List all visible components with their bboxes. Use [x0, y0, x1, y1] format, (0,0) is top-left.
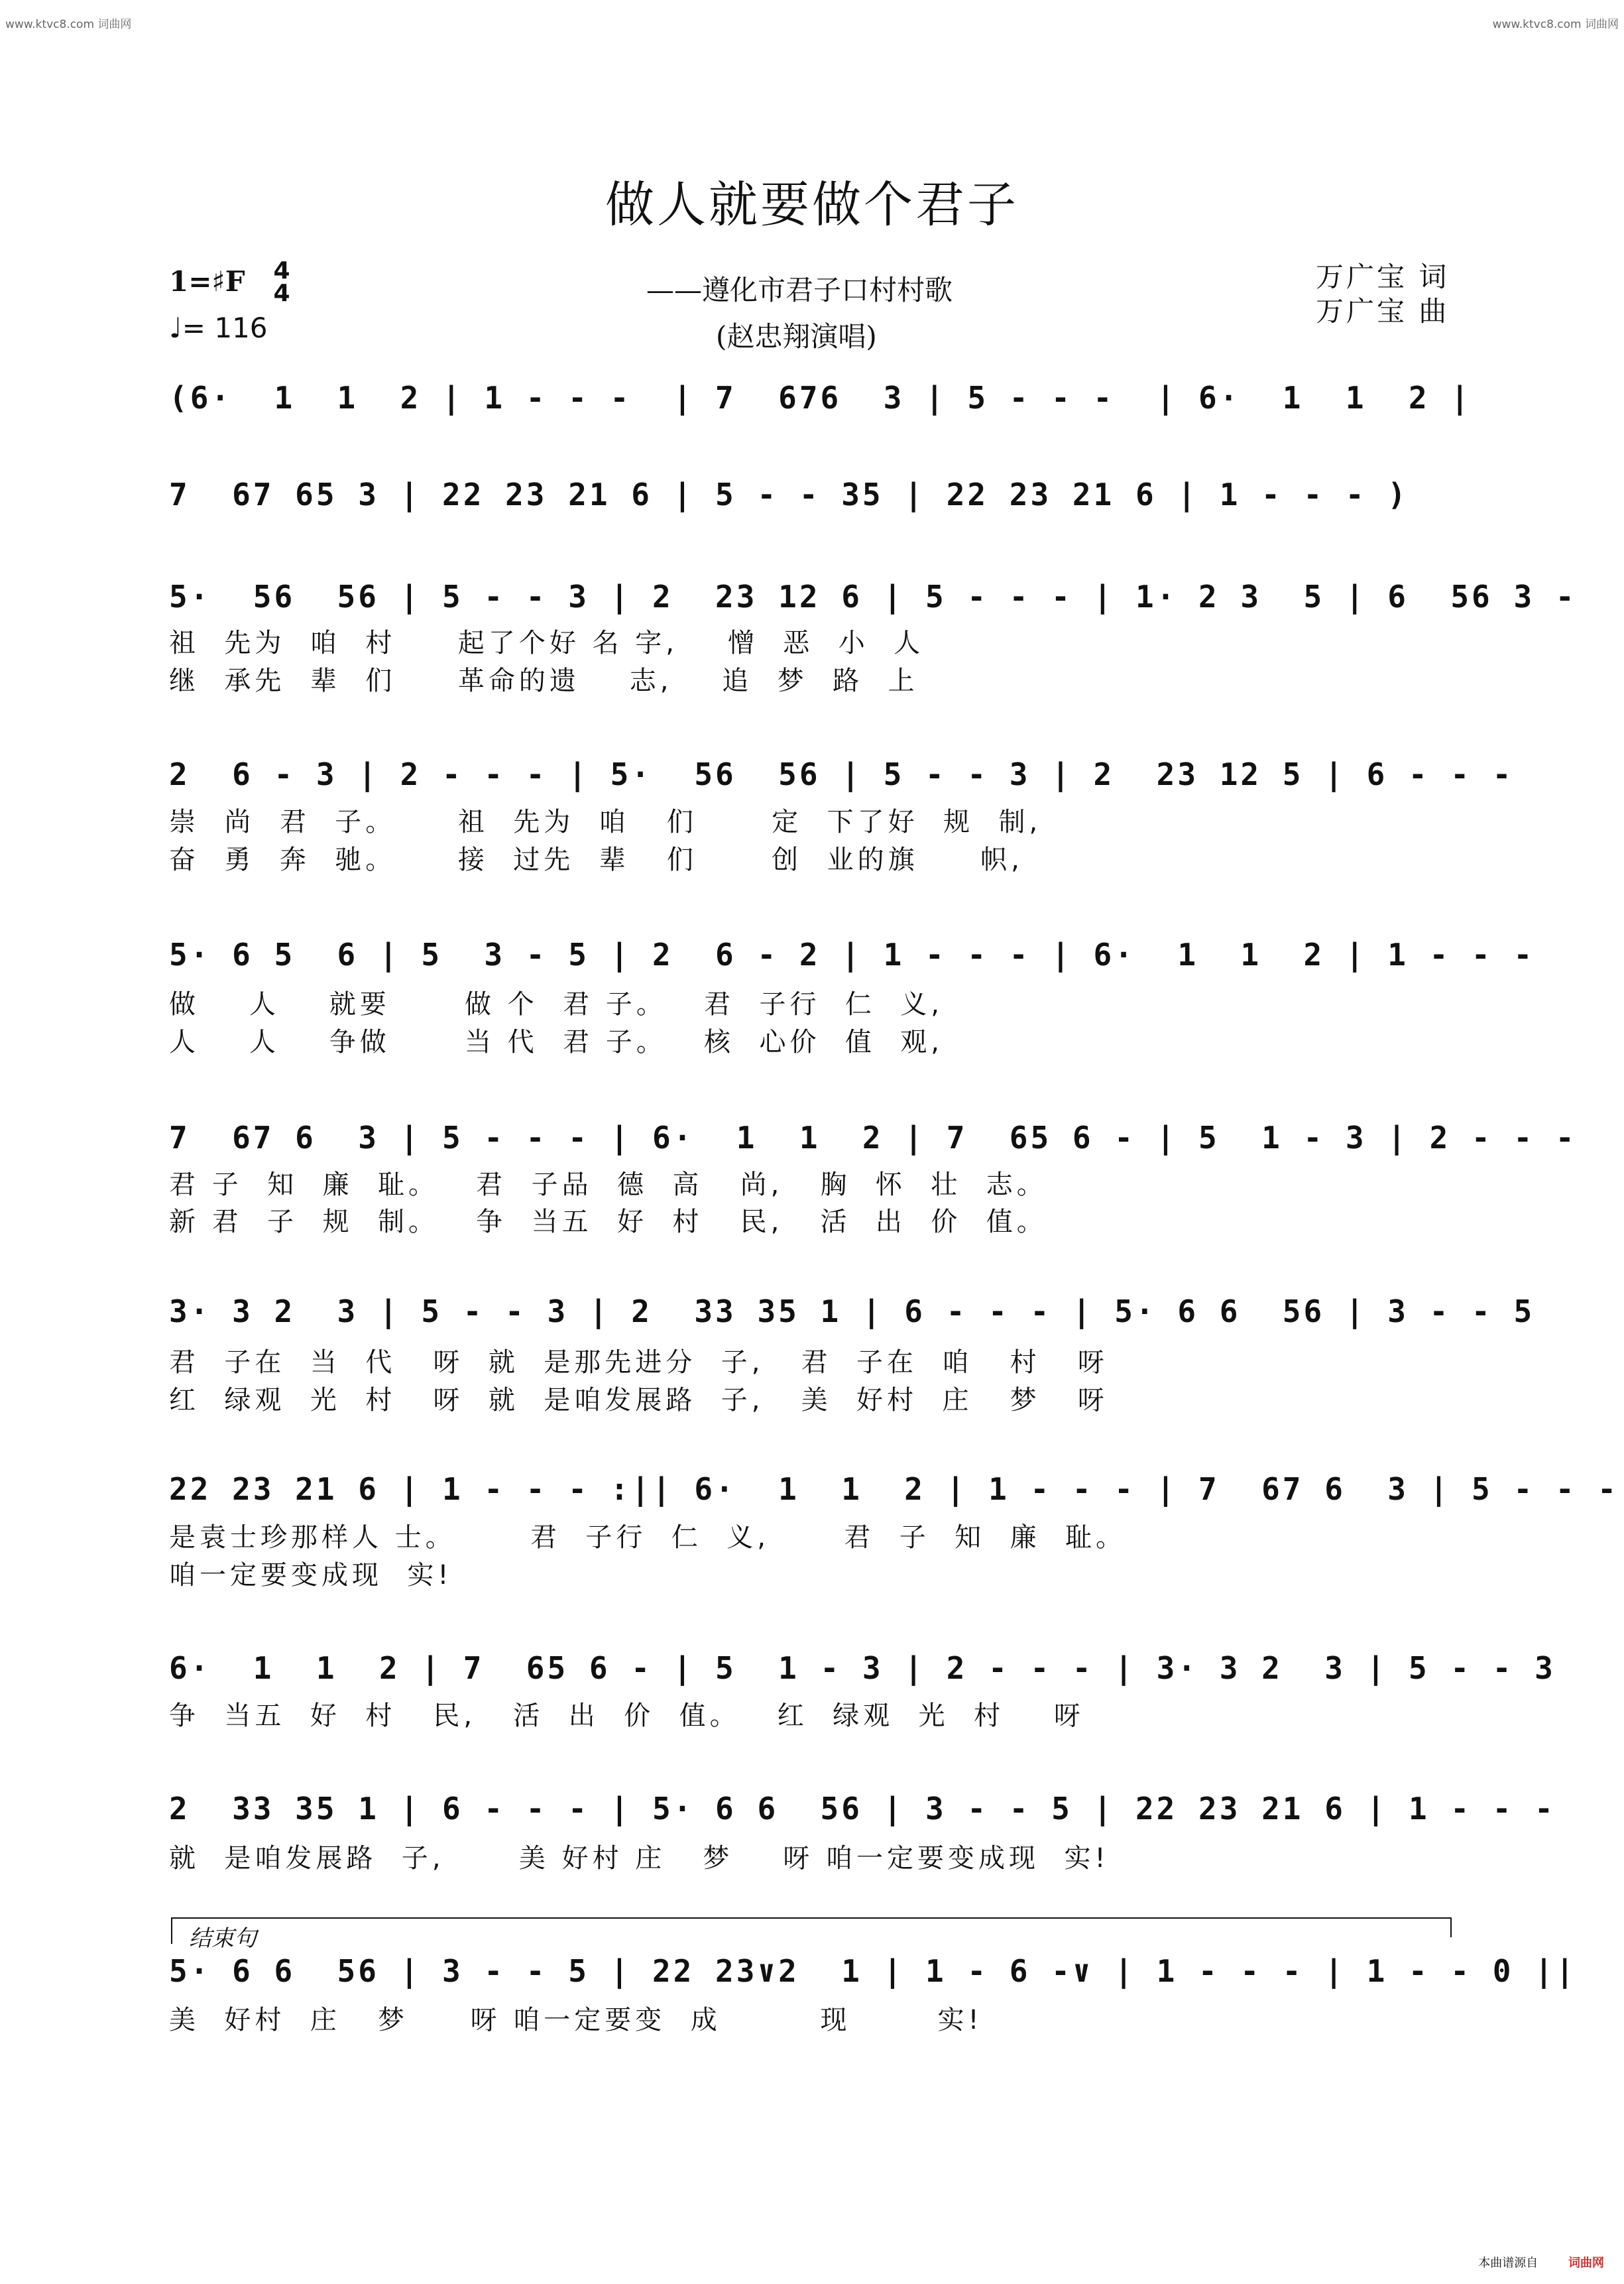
footer-source	[1478, 2254, 1604, 2271]
time-signature	[268, 257, 295, 307]
lyric-line: 是袁士珍那样人 士。 君 子行 仁 义, 君 子 知 廉 耻。	[169, 1522, 1127, 1553]
singer-credit: (赵忠翔演唱)	[716, 320, 877, 353]
time-signature-top: 4	[273, 257, 290, 284]
notation-row: 2 6 - 3 | 2 - - - | 5· 56 56 | 5 - - 3 | 2 23 12 5 | 6 - - -	[169, 756, 1514, 792]
footer-source-text: 本曲谱源自	[1478, 2256, 1538, 2270]
subtitle: ——遵化市君子口村村歌	[646, 274, 953, 306]
notation-row: 7 67 6 3 | 5 - - - | 6· 1 1 2 | 7 65 6 - | 5 1 - 3 | 2 - - -	[169, 1120, 1577, 1156]
notation-row: 5· 56 56 | 5 - - 3 | 2 23 12 6 | 5 - - - | 1· 2 3 5 | 6 56 3 -	[169, 579, 1577, 615]
notation-row: 7 67 65 3 | 22 23 21 6 | 5 - - 35 | 22 23 21 6 | 1 - - - )	[169, 477, 1409, 512]
coda-bracket-line	[171, 1917, 1450, 1919]
lyric-line: 人 人 争做 当 代 君 子。 核 心价 值 观,	[169, 1027, 944, 1057]
notation-row: 22 23 21 6 | 1 - - - :|| 6· 1 1 2 | 1 - - - | 7 67 6 3 | 5 - - -	[169, 1471, 1619, 1507]
lyric-line: 新 君 子 规 制。 争 当五 好 村 民, 活 出 价 值。	[169, 1207, 1047, 1237]
lyric-line: 祖 先为 咱 村 起了个好 名 字, 憎 恶 小 人	[169, 628, 925, 658]
lyric-line: 继 承先 辈 们 革命的遗 志, 追 梦 路 上	[169, 666, 919, 696]
lyric-line: 红 绿观 光 村 呀 就 是咱发展路 子, 美 好村 庄 梦 呀	[169, 1385, 1108, 1415]
left-watermark-strip	[3, 27, 12, 2234]
lyric-line: 君 子在 当 代 呀 就 是那先进分 子, 君 子在 咱 村 呀	[169, 1347, 1108, 1378]
lyric-line: 美 好村 庄 梦 呀 咱一定要变 成 现 实!	[169, 2005, 983, 2035]
notation-row: 5· 6 6 56 | 3 - - 5 | 22 23∨2 1 | 1 - 6 -∨ | 1 - - - | 1 - - 0 ||	[169, 1953, 1577, 1989]
tempo-marking: ♩= 116	[169, 312, 268, 344]
notation-row: (6· 1 1 2 | 1 - - - | 7 676 3 | 5 - - - | 6· 1 1 2 |	[169, 380, 1472, 416]
coda-bracket-right	[1450, 1917, 1452, 1937]
lyric-line: 君 子 知 廉 耻。 君 子品 德 高 尚, 胸 怀 壮 志。	[169, 1170, 1047, 1200]
right-watermark-strip	[1612, 27, 1621, 2234]
lyricist-credit: 万广宝 词	[1316, 261, 1450, 293]
coda-bracket-left	[171, 1917, 172, 1944]
time-signature-bottom: 4	[273, 280, 290, 307]
coda-label: 结束句	[189, 1925, 257, 1952]
lyric-line: 奋 勇 奔 驰。 接 过先 辈 们 创 业的旗 帜,	[169, 845, 1023, 875]
lyric-line: 争 当五 好 村 民, 活 出 价 值。 红 绿观 光 村 呀	[169, 1701, 1084, 1731]
notation-row: 5· 6 5 6 | 5 3 - 5 | 2 6 - 2 | 1 - - - | 6· 1 1 2 | 1 - - -	[169, 937, 1535, 973]
lyric-line: 崇 尚 君 子。 祖 先为 咱 们 定 下了好 规 制,	[169, 807, 1042, 837]
notation-row: 2 33 35 1 | 6 - - - | 5· 6 6 56 | 3 - - 5 | 22 23 21 6 | 1 - - -	[169, 1791, 1556, 1827]
key-signature: 1=♯F	[169, 265, 245, 298]
header-site-right: www.ktvc8.com 词曲网	[1492, 18, 1619, 31]
footer-logo[interactable]: 词曲网	[1568, 2256, 1604, 2270]
notation-row: 3· 3 2 3 | 5 - - 3 | 2 33 35 1 | 6 - - - | 5· 6 6 56 | 3 - - 5	[169, 1293, 1535, 1329]
lyric-line: 做 人 就要 做 个 君 子。 君 子行 仁 义,	[169, 989, 944, 1020]
lyric-line: 就 是咱发展路 子, 美 好村 庄 梦 呀 咱一定要变成现 实!	[169, 1843, 1110, 1874]
composer-credit: 万广宝 曲	[1316, 295, 1450, 328]
notation-row: 6· 1 1 2 | 7 65 6 - | 5 1 - 3 | 2 - - - | 3· 3 2 3 | 5 - - 3	[169, 1650, 1556, 1686]
header-site-left: www.ktvc8.com 词曲网	[5, 18, 132, 31]
lyric-line: 咱一定要变成现 实!	[169, 1560, 453, 1591]
song-title: 做人就要做个君子	[605, 176, 1019, 233]
